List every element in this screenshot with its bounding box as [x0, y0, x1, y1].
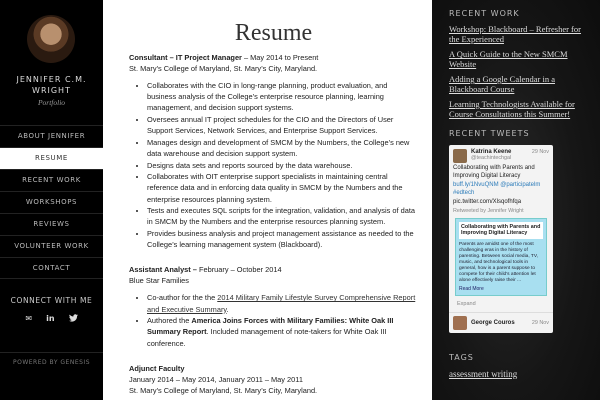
tweet-author[interactable]: George Couros: [471, 319, 515, 326]
list-item: • Tests and executes SQL scripts for the integration, validation, and analysis of data in SMCM by the Numbers and the enterprise resources planning system.: [147, 205, 418, 227]
site-subtitle: Portfolio: [37, 98, 66, 107]
tweet-handle[interactable]: @teachintechgal: [471, 155, 512, 161]
job-2-role: Assistant Analyst –: [129, 265, 197, 275]
nav-item-volunteer-work[interactable]: VOLUNTEER WORK: [0, 235, 103, 257]
list-item: • Manages design and development of SMCM by the Numbers, the College’s new data warehouse and decision support system.: [147, 137, 418, 159]
job-1-header: [129, 52, 418, 63]
bullet-text: . Included management of note-takers for White Oak III conference.: [147, 327, 387, 348]
right-sidebar: [432, 0, 600, 400]
nav-item-resume[interactable]: RESUME: [0, 147, 103, 169]
survey-report-link[interactable]: 2014 Military Family Lifestyle Survey Comprehensive Report and Executive Summary: [147, 293, 416, 314]
job-1-role: Consultant – IT Project Manager: [129, 53, 242, 62]
bullet-text: Co-author for the the: [147, 293, 218, 303]
job-3-role: Adjunct Faculty: [129, 363, 185, 373]
main-content: [103, 0, 432, 400]
nav-item-contact[interactable]: CONTACT: [0, 257, 103, 279]
tweet-date[interactable]: 29 Nov: [531, 149, 549, 155]
tweet-pic-link[interactable]: pic.twitter.com/Xlsqofhfqa: [453, 199, 522, 205]
tweet-text: Collaborating with Parents and Improving Digital Literacy: [453, 165, 535, 179]
recent-work-link[interactable]: Workshop: Blackboard – Refresher for the Experienced: [449, 24, 581, 44]
job-3-dates: January 2014 – May 2014, January 2011 – May 2011: [129, 374, 303, 384]
nav-item-about[interactable]: ABOUT JENNIFER: [0, 125, 103, 147]
nav-item-recent-work[interactable]: RECENT WORK: [0, 169, 103, 191]
card-title: Collaborating with Parents and Improving Digital Literacy: [459, 222, 543, 239]
main-nav: [0, 125, 103, 279]
job-3-org: St. Mary’s College of Maryland, St. Mary’s City, Maryland.: [129, 385, 318, 395]
list-item: [147, 292, 418, 314]
bullet-text: .: [226, 304, 229, 314]
job-2-bullets: [147, 292, 418, 348]
tweet-expand[interactable]: Expand: [457, 300, 476, 307]
card-body: Parents are amidst one of the most challenging eras in the history of parenting. Between social media, TV, music, and technological tools in general, how is a parent suppose to compete for their child’s attention let alone effectively raise their ...: [459, 241, 538, 283]
recent-work-link[interactable]: Adding a Google Calendar in a Blackboard Course: [449, 74, 555, 94]
powered-by[interactable]: POWERED BY GENESIS: [0, 352, 103, 366]
tweet-card[interactable]: [455, 218, 547, 296]
avatar[interactable]: [27, 15, 75, 63]
job-2-org: Blue Star Families: [129, 276, 189, 286]
tweet-date[interactable]: 29 Nov: [531, 319, 549, 326]
tweets-widget: [449, 145, 553, 333]
recent-work-heading: RECENT WORK: [449, 9, 520, 18]
list-item: • Designs data sets and reports sourced by the data warehouse.: [147, 160, 418, 171]
tweet-links[interactable]: buff.ly/1NvuQNM @participatelm #edtech: [453, 182, 541, 196]
tweet: [449, 145, 553, 313]
job-1-org: St. Mary’s College of Maryland, St. Mary’s City, Maryland.: [129, 64, 318, 73]
retweet-note: Retweeted by Jennifer Wright: [453, 207, 524, 214]
list-item: • Collaborates with the CIO in long-range planning, product evaluation, and business analysis of the College’s enterprise resource planning, learning management, and decision support systems.: [147, 80, 418, 114]
email-icon[interactable]: ✉: [25, 314, 33, 323]
page-title: Resume: [234, 20, 313, 46]
job-1-bullets: [147, 80, 418, 250]
site-title[interactable]: [0, 74, 103, 96]
tags-heading: TAGS: [449, 352, 474, 362]
social-links: [0, 314, 103, 324]
job-2-dates: February – October 2014: [196, 265, 282, 275]
tweet-author[interactable]: Katrina Keene: [471, 149, 512, 155]
job-1-dates: – May 2014 to Present: [241, 53, 319, 62]
recent-work-link[interactable]: Learning Technologists Available for Course Consultations this Summer!: [449, 99, 575, 119]
list-item: • Collaborates with OIT enterprise support specialists in maintaining central reference data and in enforcing data quality in SMCM by the Numbers and the enterprise resources planning system.: [147, 171, 418, 205]
tag-link[interactable]: assessment writing: [449, 368, 518, 379]
job-2-header: [129, 264, 418, 275]
nav-item-workshops[interactable]: WORKSHOPS: [0, 191, 103, 213]
connect-heading: CONNECT WITH ME: [10, 296, 93, 305]
avatar[interactable]: [453, 316, 467, 330]
recent-work-list: [449, 25, 590, 119]
card-read-more[interactable]: Read More: [459, 285, 484, 292]
bullet-text: Authored the: [147, 316, 192, 326]
avatar[interactable]: [453, 149, 467, 163]
list-item: • Oversees annual IT project schedules for the CIO and the Directors of User Support Services, Network Services, and Enterprise Support Services.: [147, 114, 418, 136]
name-line-1: JENNIFER C.M.: [16, 75, 87, 84]
left-sidebar: [0, 0, 103, 400]
nav-item-reviews[interactable]: REVIEWS: [0, 213, 103, 235]
recent-tweets-heading: RECENT TWEETS: [449, 129, 530, 138]
linkedin-icon[interactable]: in: [46, 314, 55, 323]
list-item: • Provides business analysis and project management assistance as needed to the College’s learning management system (Blackboard).: [147, 228, 418, 250]
report-title: America Joins Forces with Military Families: White Oak III Summary Report: [147, 316, 394, 337]
recent-work-link[interactable]: A Quick Guide to the New SMCM Website: [449, 49, 568, 69]
list-item: [147, 315, 418, 349]
name-line-2: WRIGHT: [32, 86, 71, 95]
tweet: [449, 313, 553, 333]
twitter-icon[interactable]: [69, 314, 78, 324]
